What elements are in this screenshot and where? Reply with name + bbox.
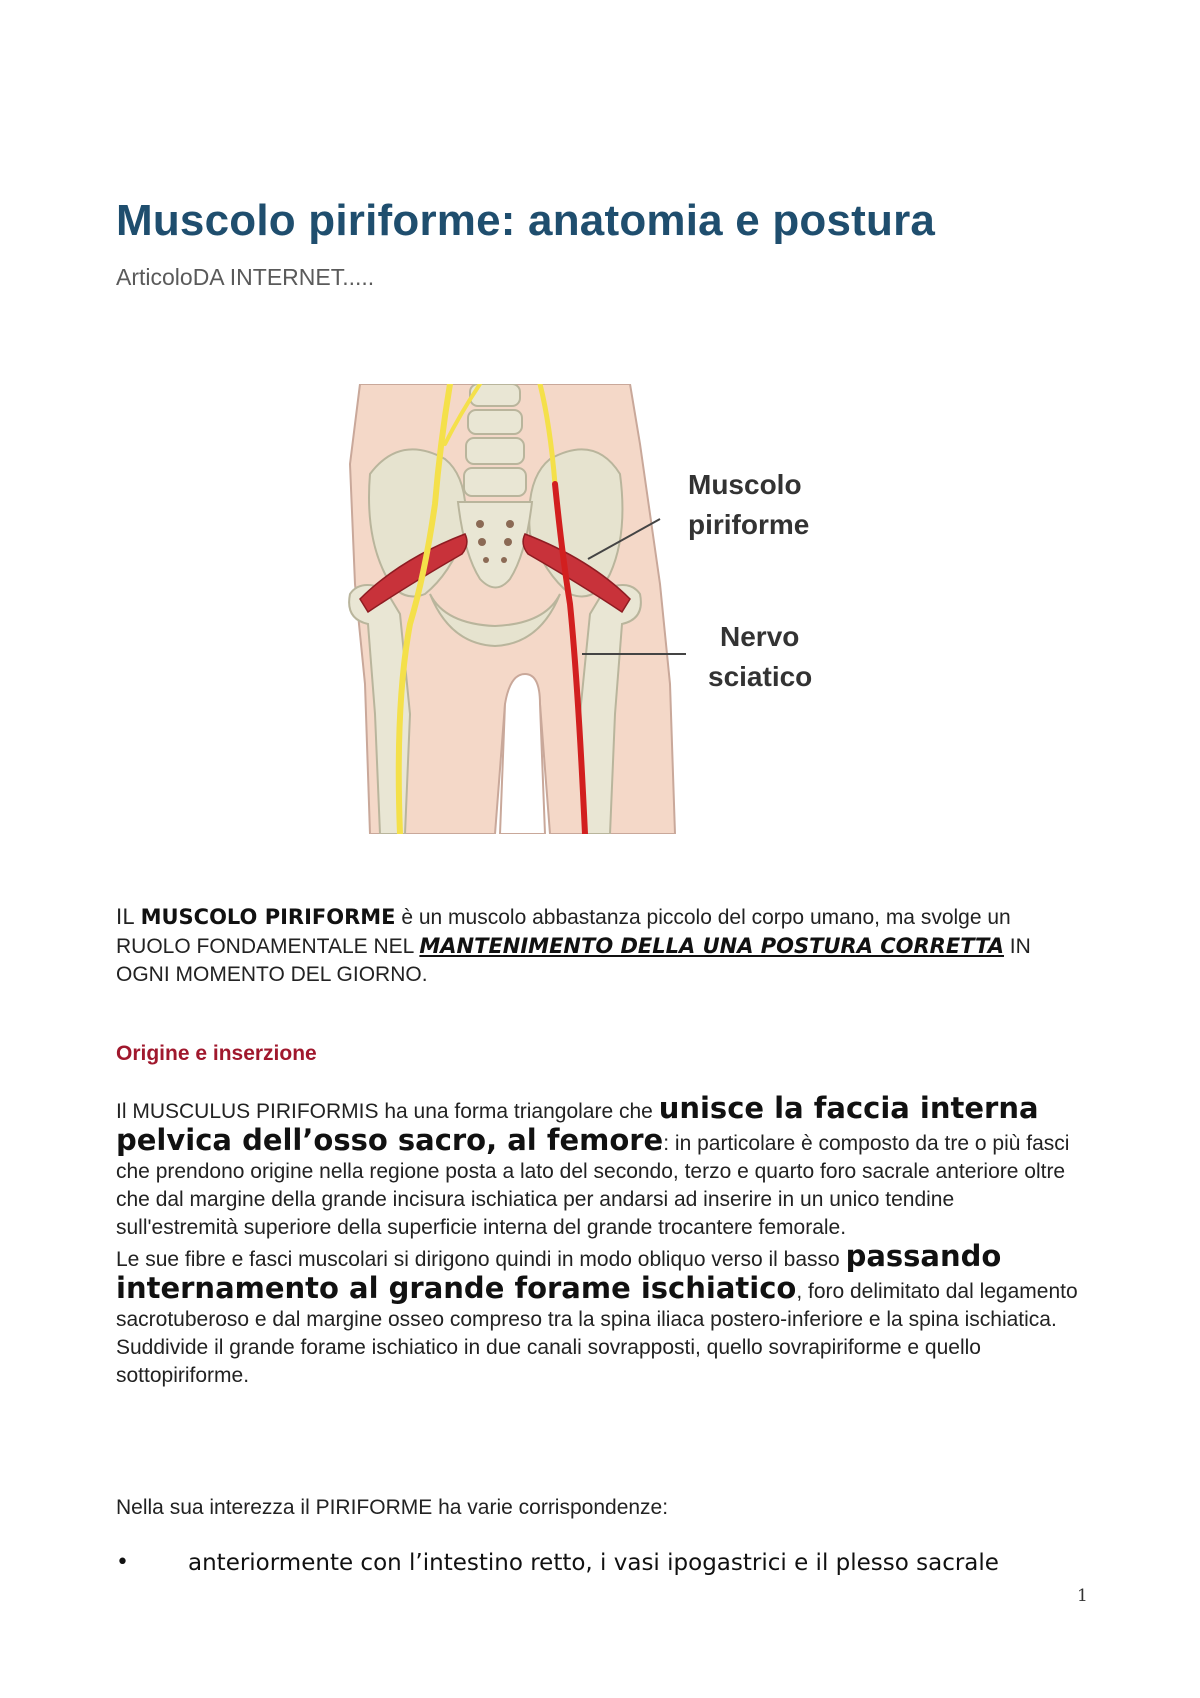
section-heading-origin: Origine e inserzione (116, 1042, 317, 1065)
anatomy-figure (330, 384, 890, 834)
page-subtitle: ArticoloDA INTERNET..... (116, 264, 375, 290)
bullet-text: anteriormente con l’intestino retto, i vasi ipogastrici e il plesso sacrale (188, 1550, 999, 1576)
label-nerve-line1: Nervo (720, 621, 800, 652)
intro-muscle-name: MUSCOLO PIRIFORME (140, 905, 396, 929)
intro-emphasis: MANTENIMENTO DELLA UNA POSTURA CORRETTA (419, 934, 1004, 958)
origin-part1: Il MUSCULUS PIRIFORMIS ha una forma triangolare che (116, 1100, 659, 1123)
origin-emphasis-2: passando internamento al grande forame ischiatico (116, 1239, 1002, 1305)
intro-part1: IL (116, 905, 141, 929)
leg-gap (500, 674, 545, 834)
origin-part3: : in particolare è composto da tre o più fasci che prendono origine nella regione posta a lato del secondo, terzo e quarto foro sacrale anteriore oltre che dal margine della grande incisura ischiatica per andarsi ad inserire in un unico tendine sull'estremità superiore della superficie interna del grande trocantere femorale. (116, 1132, 1070, 1239)
origin-part7: Suddivide il grande forame ischiatico in due canali sovrapposti, quello sovrapiriforme e quello sottopiriforme. (116, 1336, 981, 1387)
intro-paragraph (116, 903, 1081, 989)
page-number: 1 (1077, 1586, 1088, 1606)
origin-part6: , foro delimitato dal legamento sacrotuberoso e dal margine osseo compreso tra la spina iliaca postero-inferiore e la spina ischiatica. (116, 1280, 1078, 1331)
origin-paragraph (116, 1091, 1081, 1390)
label-muscle-line2: piriforme (688, 509, 810, 540)
intro-part3: è un muscolo abbastanza piccolo del corpo umano, ma svolge un RUOLO FONDAMENTALE NEL (116, 906, 1011, 958)
page-title: Muscolo piriforme: anatomia e postura (116, 196, 936, 245)
spine (464, 384, 526, 496)
origin-part4: Le sue fibre e fasci muscolari si dirigono quindi in modo obliquo verso il basso (116, 1248, 846, 1271)
relations-intro: Nella sua interezza il PIRIFORME ha varie corrispondenze: (116, 1496, 669, 1519)
bullet-marker: • (116, 1550, 129, 1575)
origin-emphasis-1: unisce la faccia interna pelvica dell’osso sacro, al femore (116, 1091, 1039, 1157)
label-nerve-line2: sciatico (708, 661, 813, 692)
intro-part5: IN OGNI MOMENTO DEL GIORNO. (116, 935, 1031, 986)
label-muscle-line1: Muscolo (688, 469, 802, 500)
